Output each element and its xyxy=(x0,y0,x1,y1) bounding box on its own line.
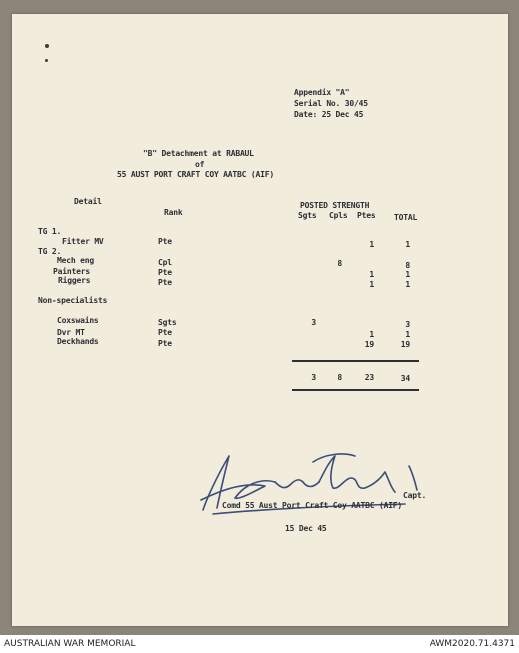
document-date: Date: 25 Dec 45 xyxy=(294,110,364,119)
row-total: 1 xyxy=(405,270,410,279)
title-line-3: 55 AUST PORT CRAFT COY AATBC (AIF) xyxy=(117,170,274,179)
row-detail: Coxswains xyxy=(57,316,99,325)
row-total: 1 xyxy=(405,280,410,289)
signature-date: 15 Dec 45 xyxy=(285,524,327,533)
column-detail: Detail xyxy=(74,197,102,206)
row-detail: Painters xyxy=(53,267,90,276)
group-tg1: TG 1. xyxy=(38,227,62,236)
row-detail: Riggers xyxy=(58,276,91,285)
row-detail: Dvr MT xyxy=(57,328,85,337)
total-ptes: 23 xyxy=(364,373,374,382)
archive-name: AUSTRALIAN WAR MEMORIAL xyxy=(4,639,136,649)
group-non-specialists: Non-specialists xyxy=(38,296,108,305)
punch-hole xyxy=(45,44,49,48)
total-rule-bottom xyxy=(292,389,419,391)
row-rank: Cpl xyxy=(158,258,172,267)
signatory-appointment: Comd 55 Aust Port Craft Coy AATBC (AIF) xyxy=(222,501,403,510)
row-detail: Deckhands xyxy=(57,337,99,346)
column-posted-strength: POSTED STRENGTH xyxy=(300,201,370,210)
title-line-1: "B" Detachment at RABAUL xyxy=(143,149,254,158)
row-detail: Mech eng xyxy=(57,256,94,265)
group-tg2: TG 2. xyxy=(38,247,62,256)
row-total: 1 xyxy=(405,330,410,339)
signatory-rank: Capt. xyxy=(403,491,427,500)
row-sgts: 3 xyxy=(311,318,316,327)
row-rank: Pte xyxy=(158,328,172,337)
row-rank: Pte xyxy=(158,268,172,277)
row-ptes: 1 xyxy=(369,330,374,339)
row-total: 19 xyxy=(400,340,410,349)
column-ptes: Ptes xyxy=(357,211,376,220)
row-ptes: 1 xyxy=(369,270,374,279)
row-rank: Sgts xyxy=(158,318,177,327)
appendix-label: Appendix "A" xyxy=(294,88,350,97)
row-total: 8 xyxy=(405,261,410,270)
punch-hole xyxy=(45,59,48,62)
total-sgts: 3 xyxy=(311,373,316,382)
column-rank: Rank xyxy=(164,208,183,217)
title-line-2: of xyxy=(195,160,205,169)
row-detail: Fitter MV xyxy=(62,237,104,246)
total-cpls: 8 xyxy=(337,373,342,382)
total-rule-top xyxy=(292,360,419,362)
serial-number: Serial No. 30/45 xyxy=(294,99,368,108)
row-ptes: 19 xyxy=(364,340,374,349)
column-sgts: Sgts xyxy=(298,211,317,220)
row-ptes: 1 xyxy=(369,280,374,289)
row-rank: Pte xyxy=(158,339,172,348)
column-cpls: Cpls xyxy=(329,211,348,220)
archive-footer xyxy=(0,635,519,653)
total-total: 34 xyxy=(400,374,410,383)
row-ptes: 1 xyxy=(369,240,374,249)
row-total: 1 xyxy=(405,240,410,249)
row-rank: Pte xyxy=(158,237,172,246)
row-rank: Pte xyxy=(158,278,172,287)
row-cpls: 8 xyxy=(337,259,342,268)
row-total: 3 xyxy=(405,320,410,329)
column-total: TOTAL xyxy=(394,213,418,222)
archive-reference: AWM2020.71.4371 xyxy=(429,639,515,649)
